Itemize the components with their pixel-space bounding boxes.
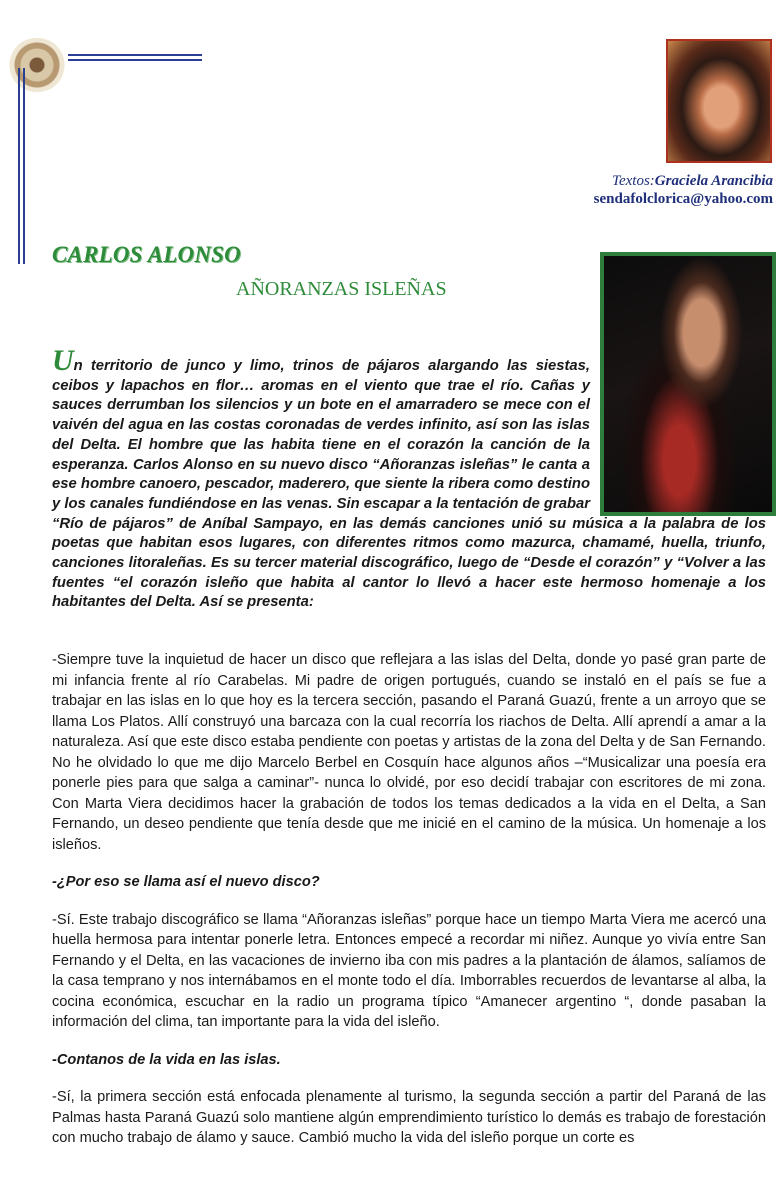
article-subtitle: AÑORANZAS ISLEÑAS (236, 278, 447, 300)
author-photo (666, 39, 772, 163)
flower-ornament-icon (8, 38, 66, 92)
drop-cap: U (52, 344, 74, 377)
credits-label: Textos: (612, 173, 655, 189)
article-title: CARLOS ALONSO (52, 242, 241, 267)
author-name: Graciela Arancibia (654, 173, 773, 189)
body-paragraph: -Sí. Este trabajo discográfico se llama “Añoranzas isleñas” porque hace un tiempo Marta Viera me acercó una huella hermosa para intentar ponerle letra. Entonces empecé a recordar mi niñez. Aunque yo vivía entre San Fernando y el Delta, en las vacaciones de invierno iba con mis padres a la plantación de álamos, salíamos de la casa temprano y nos internábamos en el monte todo el día. Imborrables recuerdos de levantarse al alba, la cocina económica, escuchar en la radio un programa típico “Amanecer argentino “, donde pasaban la información del clima, tan importante para la vida del isleño. (52, 911, 766, 1030)
body-paragraph: -Siempre tuve la inquietud de hacer un disco que reflejara a las islas del Delta, donde yo pasé gran parte de mi infancia frente al río Carabelas. Mi padre de origen portugués, cuando se instaló en el país se fue a trabajar en las islas en lo que hoy es la tercera sección, pasando el Paraná Guazú, frente a un arroyo que se llama Los Platos. Allí construyó una barcaza con la cual recorría los riachos de Delta. Allí aprendí a amar a la naturaleza. Así que este disco estaba pendiente con poetas y artistas de la zona del Delta y de San Fernando. No he olvidado lo que me dijo Marcelo Berbel en Cosquín hace algunos años –“Musicalizar una poesía era ponerle pies para que salga a caminar”- nunca lo olvidé, por eso decidí trabajar con escritores de mi zona. Con Marta Viera decidimos hacer la grabación de todos los temas dedicados a la vida en el Delta, a San Fernando, un deseo pendiente que tenía desde que me inicié en el camino de la música. Un homenaje a los isleños. (52, 652, 766, 853)
interview-question: -¿Por eso se llama así el nuevo disco? (52, 874, 320, 890)
interview-question: -Contanos de la vida en las islas. (52, 1051, 281, 1068)
author-email: sendafolclorica@yahoo.com (593, 191, 773, 207)
decorative-rule (18, 68, 20, 264)
decorative-rule (68, 59, 202, 61)
intro-text: n territorio de junco y limo, trinos de pájaros alargando las siestas, ceibos y lapachos en flor… aromas en el viento que trae el río. Cañas y sauces derrumban los silencios y un bote en el amarradero se mece con el vaivén del agua en las costas coronadas de verdes infinito, así son las islas del Delta. El hombre que las habita tiene en el corazón la canción de la esperanza. Carlos Alonso en su nuevo disco “Añoranzas isleñas” le canta a ese hombre canoero, pescador, maderero, que siente la ribera como destino y los canales fundiéndose en las venas. Sin escapar a la tentación de grabar “Río de pájaros” de Aníbal Sampayo, en las demás canciones unió su música a la palabra de los poetas que habitan esos lugares, con diferentes ritmos como mazurca, chamamé, huella, triunfo, canciones litoraleñas. Es su tercer material discográfico, luego de “Desde el corazón” y “Volver a las fuentes “el corazón isleño que habita al cantor lo llevó a hacer este hermoso homenaje a los habitantes del Delta. Así se presenta: (52, 358, 766, 611)
credits (594, 172, 773, 208)
article-body (52, 650, 766, 1166)
decorative-rule (23, 68, 25, 264)
photo-wrap-spacer (590, 352, 766, 508)
decorative-rule (68, 54, 202, 56)
body-paragraph: -Sí, la primera sección está enfocada plenamente al turismo, la segunda sección a partir del Paraná de las Palmas hasta Paraná Guazú solo mantiene algún emprendimiento turístico lo demás es trabajo de forestación con mucho trabajo de álamo y sauce. Cambió mucho la vida del isleño porque un corte es (52, 1089, 766, 1146)
intro-paragraph (52, 344, 766, 613)
